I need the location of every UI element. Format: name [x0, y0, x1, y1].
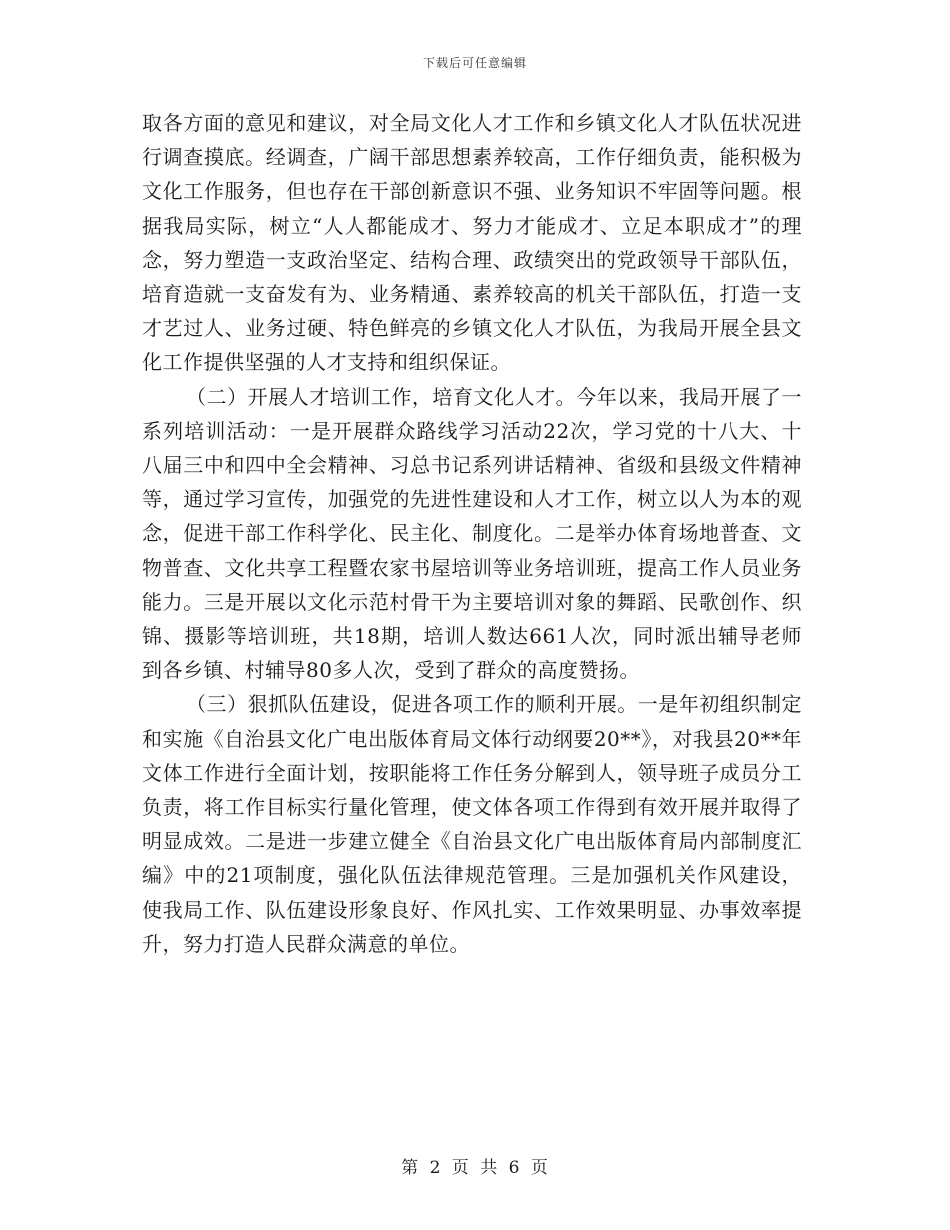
document-body: [142, 106, 802, 961]
page-number: 第 2 页 共 6 页: [401, 1158, 549, 1178]
paragraph-continued: 取各方面的意见和建议，对全局文化人才工作和乡镇文化人才队伍状况进行调查摸底。经调查，广阔干部思想素养较高，工作仔细负责，能积极为文化工作服务，但也存在干部创新意识不强、业务知识不牢固等问题。根据我局实际，树立“人人都能成才、努力才能成才、立足本职成才”的理念，努力塑造一支政治坚定、结构合理、政绩突出的党政领导干部队伍，培育造就一支奋发有为、业务精通、素养较高的机关干部队伍，打造一支才艺过人、业务过硬、特色鲜亮的乡镇文化人才队伍，为我局开展全县文化工作提供坚强的人才支持和组织保证。: [142, 111, 802, 375]
paragraph-talent-training: （二）开展人才培训工作，培育文化人才。今年以来，我局开展了一系列培训活动：一是开展群众路线学习活动22次，学习党的十八大、十八届三中和四中全会精神、习总书记系列讲话精神、省级和县级文件精神等，通过学习宣传，加强党的先进性建设和人才工作，树立以人为本的观念，促进干部工作科学化、民主化、制度化。二是举办体育场地普查、文物普查、文化共享工程暨农家书屋培训等业务培训班，提高工作人员业务能力。三是开展以文化示范村骨干为主要培训对象的舞蹈、民歌创作、织锦、摄影等培训班，共18期，培训人数达661人次，同时派出辅导老师到各乡镇、村辅导80多人次，受到了群众的高度赞扬。: [142, 384, 802, 683]
page-header: 下载后可任意编辑: [422, 56, 527, 70]
paragraph-team-building: （三）狠抓队伍建设，促进各项工作的顺利开展。一是年初组织制定和实施《自治县文化广电出版体育局文体行动纲要20**》，对我县20**年文体工作进行全面计划，按职能将工作任务分解到人，领导班子成员分工负责，将工作目标实行量化管理，使文体各项工作得到有效开展并取得了明显成效。二是进一步建立健全《自治县文化广电出版体育局内部制度汇编》中的21项制度，强化队伍法律规范管理。三是加强机关作风建设，使我局工作、队伍建设形象良好、作风扎实、工作效果明显、办事效率提升，努力打造人民群众满意的单位。: [142, 692, 802, 956]
